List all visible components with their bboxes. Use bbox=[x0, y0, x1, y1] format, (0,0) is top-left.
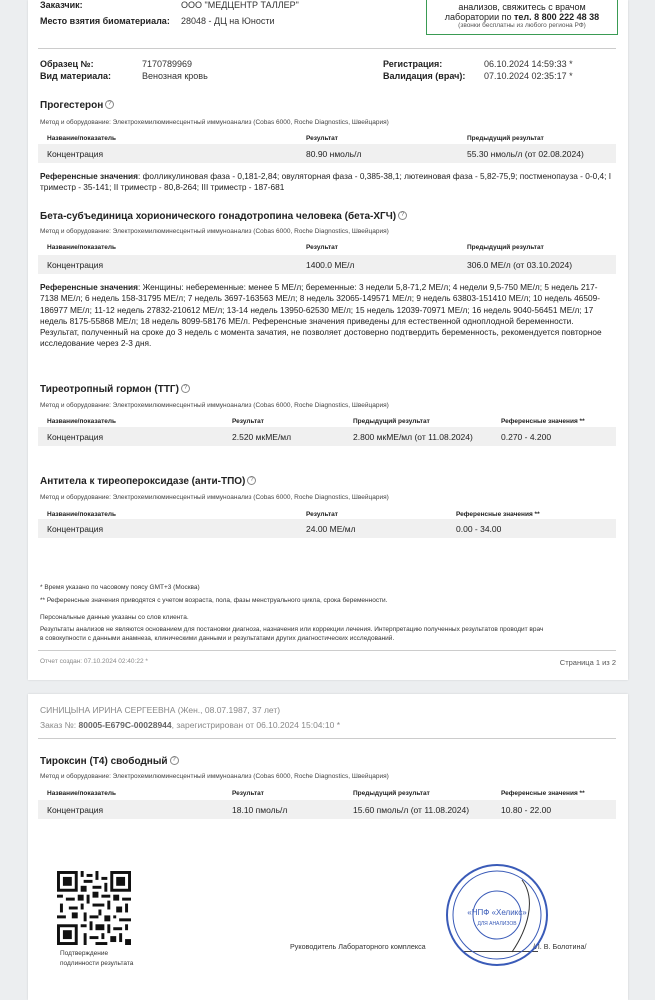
contact-line-3: (звонки бесплатны из любого региона РФ) bbox=[458, 22, 586, 29]
col-name-header: Название/показатель bbox=[47, 418, 117, 425]
report-page-2 bbox=[28, 694, 628, 1000]
qr-caption-1: Подтверждение bbox=[60, 950, 109, 957]
col-ref-header: Референсные значения ** bbox=[501, 418, 585, 425]
contact-line-2: лаборатории по тел. 8 800 222 48 38 bbox=[444, 12, 600, 22]
qr-code-icon[interactable] bbox=[57, 871, 131, 945]
order-number: 80005-E679C-00028944 bbox=[78, 720, 172, 730]
col-name-header: Название/показатель bbox=[47, 511, 117, 518]
hcg-result: 1400.0 МЕ/л bbox=[306, 260, 355, 270]
question-icon[interactable]: ? bbox=[398, 211, 407, 220]
progesterone-result: 80.90 нмоль/л bbox=[306, 149, 362, 159]
t4-title: Тироксин (Т4) свободный ? bbox=[40, 756, 179, 767]
head-label: Руководитель Лабораторного комплекса bbox=[290, 942, 426, 951]
t4-result: 18.10 пмоль/л bbox=[232, 805, 288, 815]
question-icon[interactable]: ? bbox=[105, 100, 114, 109]
lab-contact-box bbox=[426, 0, 618, 35]
row-name: Концентрация bbox=[47, 149, 104, 159]
col-result-header: Результат bbox=[306, 135, 338, 142]
anti-tpo-result: 24.00 МЕ/мл bbox=[306, 524, 356, 534]
col-prev-header: Предыдущий результат bbox=[467, 135, 544, 142]
note-timezone: * Время указано по часовому поясу GMT+3 (Москва) bbox=[40, 584, 200, 591]
row-name: Концентрация bbox=[47, 260, 104, 270]
anti-tpo-reference: 0.00 - 34.00 bbox=[456, 524, 502, 534]
qr-caption-2: подлинности результата bbox=[60, 960, 134, 967]
anti-tpo-title: Антитела к тиреопероксидазе (анти-ТПО) ? bbox=[40, 476, 256, 487]
material-label: Вид материала: bbox=[40, 71, 111, 81]
hcg-reference: Референсные значения: Женщины: небеременные: менее 5 МЕ/л; беременные: 3 недели 5,8-71,2 МЕ/л; 4 недели 9,5-750 МЕ/л; 5 недель 217-7138 МЕ/л; 6 недель 158-31795 МЕ/л; 7 недель 3697-163563 МЕ/л; 8 недель 32065-149571 МЕ/л; 9 недель 63803-151410 МЕ/л; 10 недель 46509-186977 МЕ/л; 11-12 недель 27832-210612 МЕ/л; 13-14 недель 13950-62530 МЕ/л; 15 недель 12039-70971 МЕ/л; 16 недель 9040-56451 МЕ/л; 17 недель 8175-55868 МЕ/л; 18 недель 8099-58176 МЕ/л. Референсные значения приведены для естественной одноплодной беременности. Результат, полученный на сроке до 3 недель с момента зачатия, не позволяет достоверно подтвердить беременность, рекомендуется повторное исследование через 2-3 дня. bbox=[40, 282, 602, 349]
question-icon[interactable]: ? bbox=[247, 476, 256, 485]
contact-phone[interactable]: тел. 8 800 222 48 38 bbox=[514, 12, 600, 22]
site-value: 28048 - ДЦ на Юности bbox=[181, 16, 275, 26]
note-disclaimer: Результаты анализов не являются основанием для постановки диагноза, назначения или коррекции лечения. Интерпретацию полученных результатов проводит врач bbox=[40, 626, 544, 633]
col-prev-header: Предыдущий результат bbox=[353, 790, 430, 797]
registration-label: Регистрация: bbox=[383, 59, 443, 69]
t4-reference: 10.80 - 22.00 bbox=[501, 805, 552, 815]
head-name: /Л. В. Болотина/ bbox=[533, 942, 587, 951]
tsh-title: Тиреотропный гормон (ТТГ) ? bbox=[40, 384, 190, 395]
anti-tpo-method: Метод и оборудование: Электрохемилюминесцентный иммуноанализ (Cobas 6000, Roche Diagnostics, Швейцария) bbox=[40, 494, 389, 501]
t4-method: Метод и оборудование: Электрохемилюминесцентный иммуноанализ (Cobas 6000, Roche Diagnostics, Швейцария) bbox=[40, 773, 389, 780]
question-icon[interactable]: ? bbox=[170, 756, 179, 765]
customer-label: Заказчик: bbox=[40, 0, 83, 10]
row-name: Концентрация bbox=[47, 524, 104, 534]
question-icon[interactable]: ? bbox=[181, 384, 190, 393]
col-result-header: Результат bbox=[232, 790, 264, 797]
header-divider bbox=[38, 48, 616, 49]
tsh-result: 2.520 мкМЕ/мл bbox=[232, 432, 292, 442]
tsh-method: Метод и оборудование: Электрохемилюминесцентный иммуноанализ (Cobas 6000, Roche Diagnostics, Швейцария) bbox=[40, 402, 389, 409]
note-personal-data: Персональные данные указаны со слов клиента. bbox=[40, 614, 189, 621]
customer-value: ООО "МЕДЦЕНТР ТАЛЛЕР" bbox=[181, 0, 299, 10]
note-disclaimer-2: в совокупности с данными анамнеза, клиническими данными и результатами других диагностических исследований. bbox=[40, 635, 395, 642]
material-value: Венозная кровь bbox=[142, 71, 208, 81]
col-prev-header: Предыдущий результат bbox=[467, 244, 544, 251]
stamp-text: «НПФ «Хеликс» bbox=[467, 908, 527, 917]
progesterone-title: Прогестерон ? bbox=[40, 100, 114, 111]
hcg-method: Метод и оборудование: Электрохемилюминесцентный иммуноанализ (Cobas 6000, Roche Diagnostics, Швейцария) bbox=[40, 228, 389, 235]
registration-value: 06.10.2024 14:59:33 * bbox=[484, 59, 573, 69]
progesterone-method: Метод и оборудование: Электрохемилюминесцентный иммуноанализ (Cobas 6000, Roche Diagnostics, Швейцария) bbox=[40, 119, 389, 126]
sample-value: 7170789969 bbox=[142, 59, 193, 69]
tsh-previous: 2.800 мкМЕ/мл (от 11.08.2024) bbox=[353, 432, 473, 442]
tsh-reference: 0.270 - 4.200 bbox=[501, 432, 552, 442]
t4-previous: 15.60 пмоль/л (от 11.08.2024) bbox=[353, 805, 470, 815]
col-result-header: Результат bbox=[232, 418, 264, 425]
validation-value: 07.10.2024 02:35:17 * bbox=[484, 71, 573, 81]
stamp-subtext: ДЛЯ АНАЛИЗОВ bbox=[477, 921, 517, 927]
col-result-header: Результат bbox=[306, 244, 338, 251]
col-name-header: Название/показатель bbox=[47, 790, 117, 797]
col-ref-header: Референсные значения ** bbox=[456, 511, 540, 518]
col-name-header: Название/показатель bbox=[47, 135, 117, 142]
note-reference: ** Референсные значения приводятся с учетом возраста, пола, фазы менструального цикла, срока беременности. bbox=[40, 597, 388, 604]
patient-info: СИНИЦЫНА ИРИНА СЕРГЕЕВНА (Жен., 08.07.1987, 37 лет) bbox=[40, 705, 281, 715]
col-ref-header: Референсные значения ** bbox=[501, 790, 585, 797]
page2-divider bbox=[38, 738, 616, 739]
progesterone-previous: 55.30 нмоль/л (от 02.08.2024) bbox=[467, 149, 584, 159]
report-created: Отчет создан: 07.10.2024 02:40:22 * bbox=[40, 658, 148, 665]
progesterone-reference: Референсные значения: фолликулиновая фаза - 0,181-2,84; овуляторная фаза - 0,385-38,1; лютеиновая фаза - 5,82-75,9; постменопауза - 0-0,4; I триместр - 35-141; II триместр - 80,8-264; III триместр - 187-681 bbox=[40, 171, 612, 193]
col-result-header: Результат bbox=[306, 511, 338, 518]
contact-line-1: анализов, свяжитесь с врачом bbox=[458, 2, 586, 12]
col-name-header: Название/показатель bbox=[47, 244, 117, 251]
hcg-title: Бета-субъединица хорионического гонадотропина человека (бета-ХГЧ) ? bbox=[40, 211, 407, 222]
order-info: Заказ №: 80005-E679C-00028944, зарегистрирован от 06.10.2024 15:04:10 * bbox=[40, 720, 341, 730]
validation-label: Валидация (врач): bbox=[383, 71, 466, 81]
row-name: Концентрация bbox=[47, 805, 104, 815]
col-prev-header: Предыдущий результат bbox=[353, 418, 430, 425]
row-name: Концентрация bbox=[47, 432, 104, 442]
sample-label: Образец №: bbox=[40, 59, 94, 69]
report-page-1 bbox=[28, 0, 628, 680]
footer-divider bbox=[38, 650, 616, 651]
page-number: Страница 1 из 2 bbox=[559, 658, 616, 667]
hcg-previous: 306.0 МЕ/л (от 03.10.2024) bbox=[467, 260, 573, 270]
stamp-icon bbox=[442, 860, 552, 970]
site-label: Место взятия биоматериала: bbox=[40, 16, 170, 26]
